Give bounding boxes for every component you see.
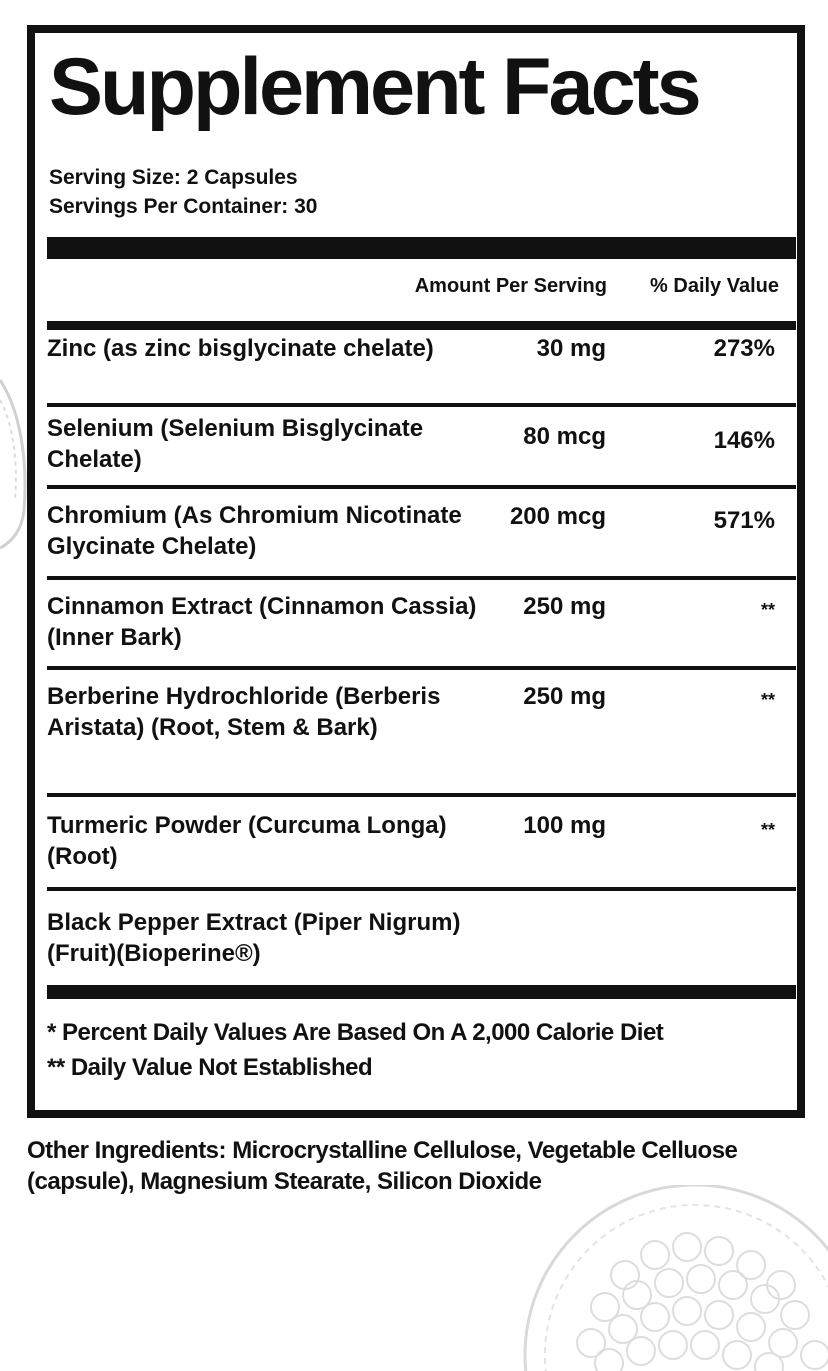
ingredient-name: Black Pepper Extract (Piper Nigrum) (Fruit)(Bioperine®): [47, 909, 461, 967]
row-divider: [47, 666, 796, 670]
row-divider: [47, 485, 796, 489]
ingredient-amount: 250 mg: [523, 593, 606, 620]
panel-title: Supplement Facts: [49, 42, 699, 132]
left-decoration: [0, 370, 30, 550]
footnote-not-established: ** Daily Value Not Established: [47, 1054, 373, 1081]
ingredient-daily-value: 571%: [713, 507, 775, 534]
serving-size: Serving Size: 2 Capsules: [49, 166, 298, 189]
other-ingredients: Other Ingredients: Microcrystalline Cellulose, Vegetable Celluose (capsule), Magnesium Stearate, Silicon Dioxide: [27, 1137, 738, 1195]
ingredient-name: Turmeric Powder (Curcuma Longa) (Root): [47, 812, 447, 870]
thick-divider-bottom: [47, 985, 796, 999]
ingredient-name: Zinc (as zinc bisglycinate chelate): [47, 335, 434, 362]
row-divider: [47, 887, 796, 891]
fruit-illustration: [505, 1185, 828, 1371]
supplement-facts-panel: [27, 25, 805, 1118]
medium-divider: [47, 321, 796, 330]
ingredient-daily-value: **: [760, 820, 775, 840]
ingredient-daily-value: **: [760, 600, 775, 620]
ingredient-name: Chromium (As Chromium Nicotinate Glycinate Chelate): [47, 502, 462, 560]
ingredient-amount: 80 mcg: [523, 423, 606, 450]
ingredient-name: Berberine Hydrochloride (Berberis Aristata) (Root, Stem & Bark): [47, 683, 441, 741]
ingredient-amount: 100 mg: [523, 812, 606, 839]
thick-divider-top: [47, 237, 796, 259]
row-divider: [47, 576, 796, 580]
ingredient-name: Selenium (Selenium Bisglycinate Chelate): [47, 415, 424, 473]
footnote-daily-values: * Percent Daily Values Are Based On A 2,000 Calorie Diet: [47, 1019, 664, 1046]
row-divider: [47, 403, 796, 407]
daily-value-header: % Daily Value: [650, 275, 779, 297]
ingredient-amount: 200 mcg: [509, 503, 606, 530]
ingredient-amount: 250 mg: [523, 683, 606, 710]
amount-per-serving-header: Amount Per Serving: [414, 275, 607, 297]
ingredient-daily-value: **: [760, 690, 775, 710]
ingredient-amount: 30 mg: [536, 335, 606, 362]
servings-per-container: Servings Per Container: 30: [49, 195, 318, 218]
ingredient-name: Cinnamon Extract (Cinnamon Cassia) (Inner Bark): [47, 593, 477, 651]
ingredient-daily-value: 273%: [713, 335, 775, 362]
ingredient-daily-value: 146%: [713, 427, 775, 454]
row-divider: [47, 793, 796, 797]
